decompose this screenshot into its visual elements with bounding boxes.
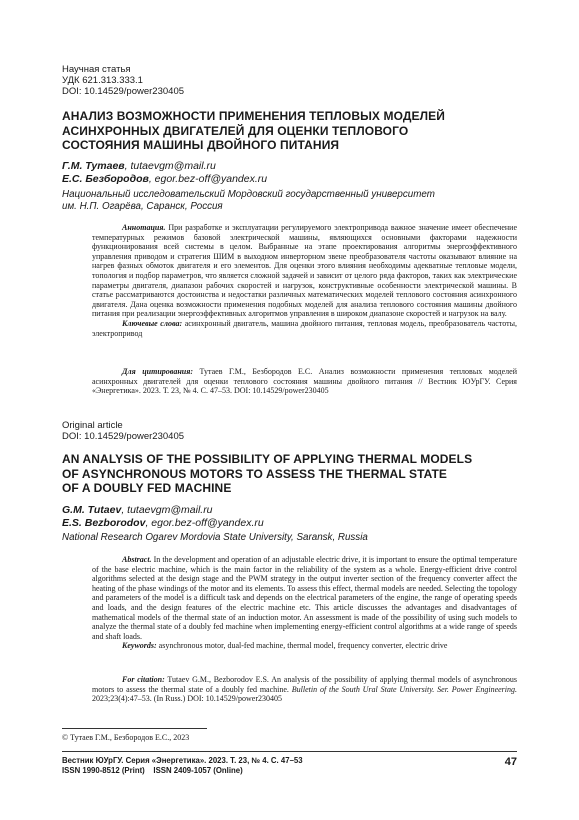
- citation-text: Тутаев Г.М., Безбородов Е.С. Анализ возможности применения тепловых моделей асинхронных двигателей для оценки теплового состояния машины двойного питания // Вестник ЮУрГУ. Серия «Энергетика». 2023. Т. 23, № 4. С. 47–53. DOI: 10.14529/power230405: [92, 367, 518, 396]
- author-name: G.M. Tutaev: [62, 504, 122, 516]
- title-ru-line-3: СОСТОЯНИЯ МАШИНЫ ДВОЙНОГО ПИТАНИЯ: [62, 138, 340, 152]
- abstract-en: [92, 555, 517, 651]
- title-ru-line-2: АСИНХРОННЫХ ДВИГАТЕЛЕЙ ДЛЯ ОЦЕНКИ ТЕПЛОВОГО: [62, 123, 409, 138]
- citation-journal: Bulletin of the South Ural State University. Ser. Power Engineering.: [291, 684, 518, 694]
- author-email[interactable]: tutaevgm@mail.ru: [130, 160, 216, 172]
- affiliation-en: National Research Ogarev Mordovia State University, Saransk, Russia: [62, 532, 368, 543]
- article-type-ru: Научная статья: [62, 64, 131, 75]
- citation-label: For citation:: [122, 675, 165, 684]
- affiliation-ru-line-1: Национальный исследовательский Мордовский государственный университет: [62, 189, 435, 200]
- citation-en: [92, 675, 517, 704]
- title-en-line-2: OF ASYNCHRONOUS MOTORS TO ASSESS THE THERMAL STATE: [62, 466, 448, 481]
- author-email[interactable]: egor.bez-off@yandex.ru: [154, 173, 268, 185]
- title-en-line-1: AN ANALYSIS OF THE POSSIBILITY OF APPLYING THERMAL MODELS: [62, 452, 473, 466]
- keywords-label: Keywords:: [122, 641, 157, 651]
- citation-details: 2023;23(4):47–53. (In Russ.) DOI: 10.14529/power230405: [92, 694, 282, 704]
- abstract-label: Abstract.: [122, 555, 152, 564]
- keywords-text: asynchronous motor, dual-fed machine, thermal model, frequency converter, electric drive: [158, 641, 448, 651]
- page-number: 47: [504, 756, 517, 768]
- author-ru-1: Г.М. Тутаев, tutaevgm@mail.ru: [62, 160, 216, 172]
- doi-en: DOI: 10.14529/power230405: [62, 431, 185, 442]
- author-email[interactable]: tutaevgm@mail.ru: [127, 504, 213, 516]
- author-en-2: E.S. Bezborodov, egor.bez-off@yandex.ru: [62, 517, 264, 529]
- citation-label: Для цитирования:: [122, 367, 193, 376]
- abstract-ru: [92, 223, 517, 338]
- keywords-text: асинхронный двигатель, машина двойного питания, тепловая модель, преобразователь частоты, электропривод: [92, 318, 517, 338]
- footer-journal-line: Вестник ЮУрГУ. Серия «Энергетика». 2023. Т. 23, № 4. С. 47–53: [62, 756, 303, 765]
- author-name: Г.М. Тутаев: [62, 160, 125, 172]
- copyright-note: © Тутаев Г.М., Безбородов Е.С., 2023: [62, 733, 190, 742]
- article-type-en: Original article: [62, 420, 123, 431]
- citation-text: Tutaev G.M., Bezborodov E.S. An analysis of the possibility of applying thermal models of asynchronous motors to assess the thermal state of a doubly fed machine.: [92, 675, 517, 694]
- citation-ru: [92, 367, 517, 396]
- footer-issn-line: ISSN 1990-8512 (Print) ISSN 2409-1057 (Online): [62, 766, 243, 775]
- footnote-rule: [62, 728, 207, 729]
- author-en-1: G.M. Tutaev, tutaevgm@mail.ru: [62, 504, 213, 516]
- keywords-label: Ключевые слова:: [122, 318, 183, 328]
- affiliation-ru-line-2: им. Н.П. Огарёва, Саранск, Россия: [62, 201, 223, 212]
- title-ru-line-1: АНАЛИЗ ВОЗМОЖНОСТИ ПРИМЕНЕНИЯ ТЕПЛОВЫХ МОДЕЛЕЙ: [62, 109, 445, 123]
- abstract-text: In the development and operation of an adjustable electric drive, it is important to ensure the optimal temperature of the base electric machine, which is the main factor in the reliability of the system as a whole. Energy-efficient drive control algorithms selected at the design stage and the PWM strategy in the output inverter section of the frequency converter affect the heating of the phase windings of the motor and its elements. To assess this effect, thermal models are needed. Selecting the topology and parameters of the model is a difficult task and depends on the electrical parameters of the engine, the range of operating speeds and loads, and the design features of the electric machine etc. This article discusses the advantages and disadvantages of mathematical models of the thermal state of an induction motor. An assessment is made of the possibility of using such models to analyze the thermal state of a doubly fed machine when implementing energy-efficient control algorithms at a wide range of speeds and shaft loads.: [92, 555, 518, 641]
- author-email[interactable]: egor.bez-off@yandex.ru: [151, 517, 264, 529]
- title-en-line-3: OF A DOUBLY FED MACHINE: [62, 481, 232, 495]
- abstract-text: При разработке и эксплуатации регулируемого электропривода важное значение имеет обеспечение температурных режимов базовой электрической машины, являющихся основными факторами надежности функционирования всей системы в целом. Выбранные на этапе проектирования алгоритмы энергоэффективного управления приводом и стратегия ШИМ в выходном инверторном звене преобразователя частоты оказывают влияние на нагрев фазных обмоток двигателя и его элементов. Для оценки этого влияния необходимы адекватные тепловые модели, топология и подбор параметров, что является сложной задачей и зависит от целого ряда факторов, таких как электрические параметры двигателя, диапазон рабочих скоростей и нагрузок, конструктивные особенности электрической машины. В статье рассматриваются достоинства и недостатки различных математических моделей теплового состояния асинхронного двигателя. Дана оценка возможности применения подобных моделей для анализа теплового состояния машины двойного питания при реализации энергоэффективных алгоритмов управления в широком диапазоне скоростей и нагрузок на валу.: [92, 223, 517, 319]
- doi-ru: DOI: 10.14529/power230405: [62, 86, 185, 97]
- udc-code: УДК 621.313.333.1: [62, 75, 143, 86]
- author-ru-2: Е.С. Безбородов, egor.bez-off@yandex.ru: [62, 173, 268, 185]
- abstract-label: Аннотация.: [122, 223, 166, 232]
- author-name: E.S. Bezborodov: [62, 517, 146, 529]
- footer-rule: [62, 751, 517, 752]
- author-name: Е.С. Безбородов: [62, 173, 149, 185]
